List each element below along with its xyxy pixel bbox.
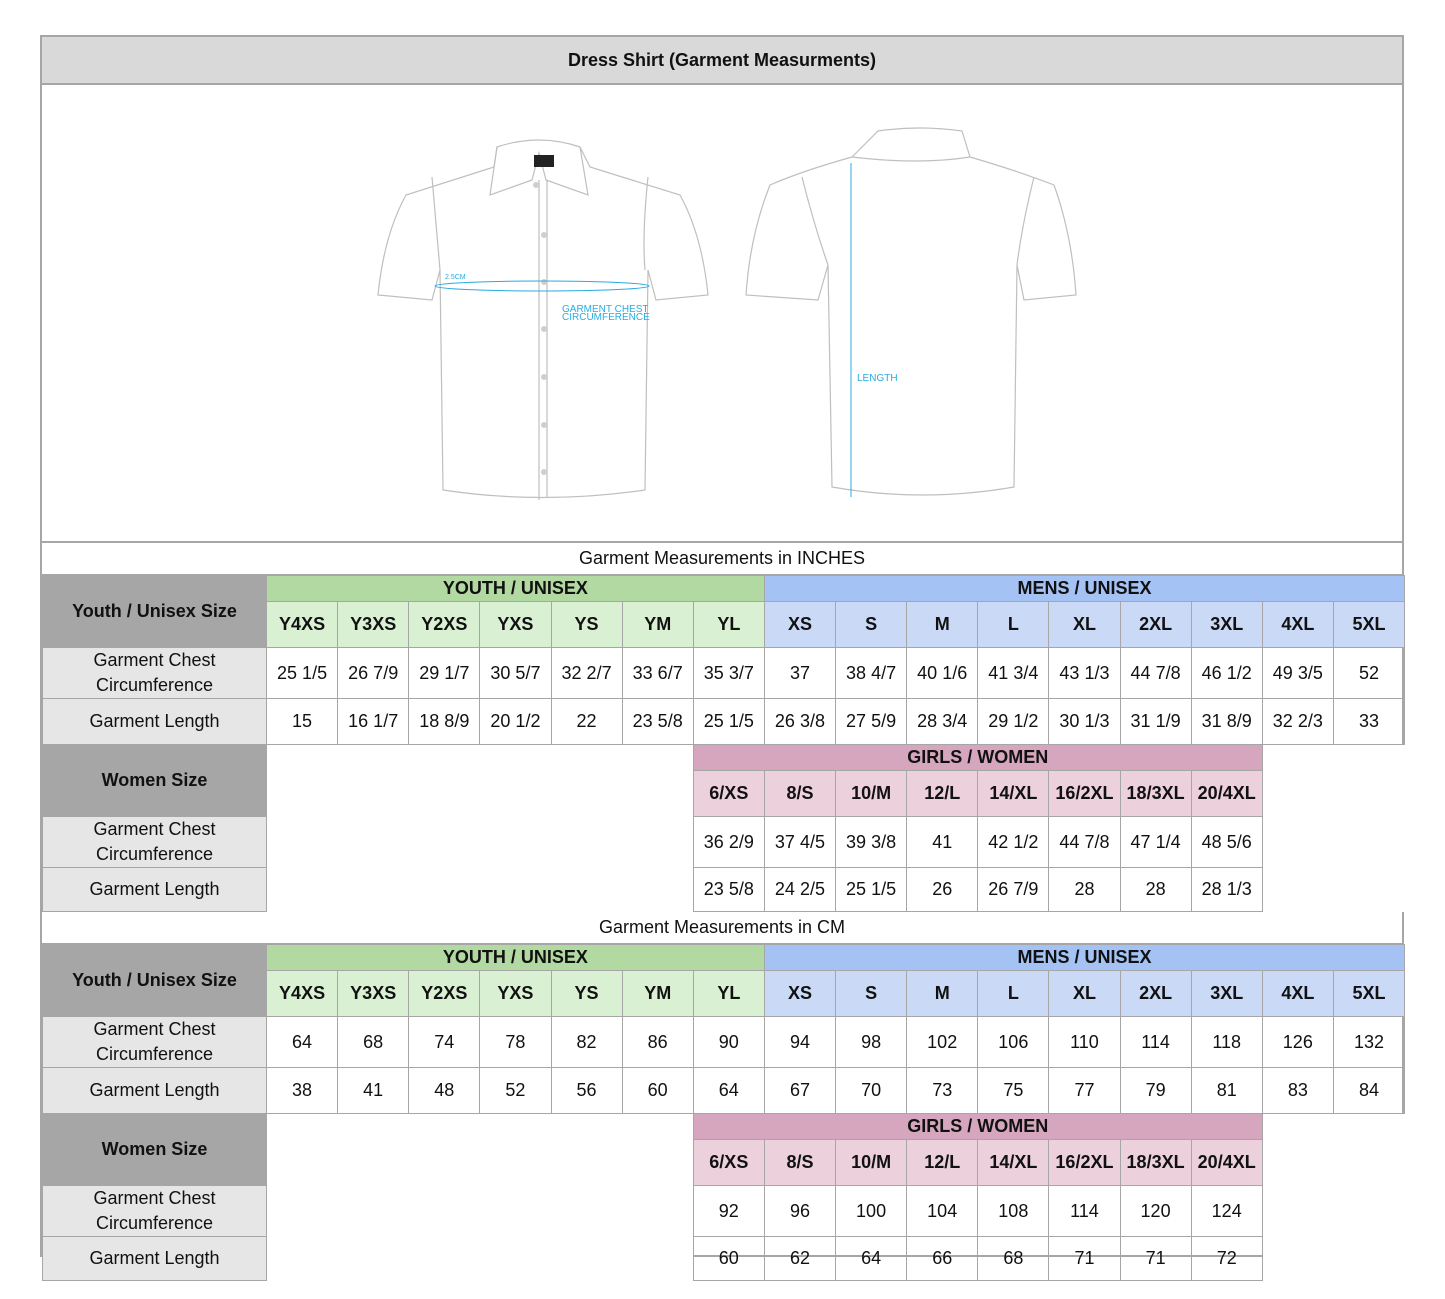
cm-section	[42, 912, 1402, 1281]
size-header-cell: L	[978, 971, 1049, 1017]
size-header-cell: XS	[764, 971, 835, 1017]
chest-value-cell: 106	[978, 1017, 1049, 1068]
women-chest-value-cell: 48 5/6	[1191, 817, 1262, 868]
youth-group-header: YOUTH / UNISEX	[267, 945, 765, 971]
length-value-cell: 29 1/2	[978, 699, 1049, 745]
women-length-value-cell: 28	[1049, 868, 1120, 912]
chest-value-cell: 37	[764, 648, 835, 699]
chest-value-cell: 41 3/4	[978, 648, 1049, 699]
length-value-cell: 25 1/5	[693, 699, 764, 745]
chest-value-cell: 25 1/5	[267, 648, 338, 699]
size-header-cell: Y4XS	[267, 971, 338, 1017]
length-value-cell: 18 8/9	[409, 699, 480, 745]
back-shirt-icon	[746, 128, 1076, 495]
size-header-cell: 3XL	[1191, 971, 1262, 1017]
mens-group-header: MENS / UNISEX	[764, 945, 1404, 971]
women-length-value-cell: 68	[978, 1237, 1049, 1281]
women-size-header-cell: 18/3XL	[1120, 771, 1191, 817]
chest-value-cell: 33 6/7	[622, 648, 693, 699]
women-length-row-label: Garment Length	[43, 868, 267, 912]
women-size-header-cell: 16/2XL	[1049, 1140, 1120, 1186]
women-size-header-cell: 6/XS	[693, 1140, 764, 1186]
women-chest-value-cell: 47 1/4	[1120, 817, 1191, 868]
women-length-value-cell: 24 2/5	[764, 868, 835, 912]
women-length-value-cell: 28	[1120, 868, 1191, 912]
chest-value-cell: 68	[338, 1017, 409, 1068]
women-size-label: Women Size	[43, 745, 267, 817]
chest-value-cell: 44 7/8	[1120, 648, 1191, 699]
page-title: Dress Shirt (Garment Measurments)	[42, 37, 1402, 85]
size-header-cell: 2XL	[1120, 602, 1191, 648]
blank-area	[267, 745, 694, 912]
logo-tag-icon	[534, 155, 554, 167]
chest-value-cell: 46 1/2	[1191, 648, 1262, 699]
length-value-cell: 75	[978, 1068, 1049, 1114]
women-chest-value-cell: 108	[978, 1186, 1049, 1237]
size-header-cell: 5XL	[1333, 602, 1404, 648]
mens-group-header: MENS / UNISEX	[764, 576, 1404, 602]
women-chest-value-cell: 96	[764, 1186, 835, 1237]
size-header-cell: YM	[622, 602, 693, 648]
size-header-cell: 4XL	[1262, 971, 1333, 1017]
label-length: LENGTH	[857, 373, 898, 384]
women-chest-row-label: Garment Chest Circumference	[43, 817, 267, 868]
length-value-cell: 27 5/9	[836, 699, 907, 745]
size-header-cell: S	[836, 602, 907, 648]
length-value-cell: 26 3/8	[764, 699, 835, 745]
front-shirt-icon	[378, 140, 708, 500]
size-header-cell: Y3XS	[338, 602, 409, 648]
shirt-buttons-icon	[533, 182, 547, 475]
size-header-cell: YM	[622, 971, 693, 1017]
size-header-cell: 5XL	[1333, 971, 1404, 1017]
women-length-value-cell: 28 1/3	[1191, 868, 1262, 912]
women-length-value-cell: 62	[764, 1237, 835, 1281]
women-size-header-cell: 14/XL	[978, 771, 1049, 817]
size-header-cell: YS	[551, 602, 622, 648]
women-chest-value-cell: 124	[1191, 1186, 1262, 1237]
women-chest-value-cell: 114	[1049, 1186, 1120, 1237]
blank-area	[1262, 745, 1404, 912]
size-header-cell: XL	[1049, 602, 1120, 648]
chest-value-cell: 30 5/7	[480, 648, 551, 699]
women-size-header-cell: 6/XS	[693, 771, 764, 817]
length-value-cell: 64	[693, 1068, 764, 1114]
women-size-header-cell: 12/L	[907, 1140, 978, 1186]
length-value-cell: 52	[480, 1068, 551, 1114]
length-value-cell: 48	[409, 1068, 480, 1114]
size-header-cell: Y3XS	[338, 971, 409, 1017]
size-header-cell: M	[907, 971, 978, 1017]
women-chest-value-cell: 92	[693, 1186, 764, 1237]
women-size-header-cell: 10/M	[836, 771, 907, 817]
chest-value-cell: 26 7/9	[338, 648, 409, 699]
label-chest-1: GARMENT CHEST	[562, 304, 649, 315]
length-value-cell: 16 1/7	[338, 699, 409, 745]
women-size-header-cell: 8/S	[764, 1140, 835, 1186]
chest-value-cell: 29 1/7	[409, 648, 480, 699]
unit-title: Garment Measurements in INCHES	[42, 543, 1402, 575]
blank-area	[1262, 1114, 1404, 1281]
length-value-cell: 33	[1333, 699, 1404, 745]
women-size-header-cell: 20/4XL	[1191, 771, 1262, 817]
length-value-cell: 70	[836, 1068, 907, 1114]
women-chest-value-cell: 37 4/5	[764, 817, 835, 868]
size-header-cell: YL	[693, 602, 764, 648]
length-value-cell: 77	[1049, 1068, 1120, 1114]
size-header-cell: Y4XS	[267, 602, 338, 648]
length-value-cell: 31 8/9	[1191, 699, 1262, 745]
youth-size-label: Youth / Unisex Size	[43, 576, 267, 648]
women-size-header-cell: 14/XL	[978, 1140, 1049, 1186]
chest-value-cell: 35 3/7	[693, 648, 764, 699]
girls-group-header: GIRLS / WOMEN	[693, 745, 1262, 771]
chest-value-cell: 43 1/3	[1049, 648, 1120, 699]
women-size-header-cell: 16/2XL	[1049, 771, 1120, 817]
length-value-cell: 83	[1262, 1068, 1333, 1114]
size-header-cell: 2XL	[1120, 971, 1191, 1017]
women-length-value-cell: 64	[836, 1237, 907, 1281]
women-chest-value-cell: 120	[1120, 1186, 1191, 1237]
women-length-value-cell: 71	[1120, 1237, 1191, 1281]
chest-value-cell: 94	[764, 1017, 835, 1068]
women-length-value-cell: 26 7/9	[978, 868, 1049, 912]
length-value-cell: 84	[1333, 1068, 1404, 1114]
women-chest-row-label: Garment Chest Circumference	[43, 1186, 267, 1237]
chest-value-cell: 98	[836, 1017, 907, 1068]
women-length-row-label: Garment Length	[43, 1237, 267, 1281]
size-header-cell: 4XL	[1262, 602, 1333, 648]
chest-value-cell: 49 3/5	[1262, 648, 1333, 699]
women-size-header-cell: 12/L	[907, 771, 978, 817]
women-length-value-cell: 71	[1049, 1237, 1120, 1281]
label-chest-2: CIRCUMFERENCE	[562, 312, 650, 323]
length-value-cell: 31 1/9	[1120, 699, 1191, 745]
youth-group-header: YOUTH / UNISEX	[267, 576, 765, 602]
size-header-cell: YXS	[480, 602, 551, 648]
chest-value-cell: 114	[1120, 1017, 1191, 1068]
women-length-value-cell: 26	[907, 868, 978, 912]
chest-value-cell: 52	[1333, 648, 1404, 699]
women-size-header-cell: 10/M	[836, 1140, 907, 1186]
length-row-label: Garment Length	[43, 1068, 267, 1114]
chest-value-cell: 86	[622, 1017, 693, 1068]
chest-value-cell: 32 2/7	[551, 648, 622, 699]
women-size-header-cell: 18/3XL	[1120, 1140, 1191, 1186]
women-size-header-cell: 8/S	[764, 771, 835, 817]
size-header-cell: YS	[551, 971, 622, 1017]
women-chest-value-cell: 39 3/8	[836, 817, 907, 868]
youth-size-label: Youth / Unisex Size	[43, 945, 267, 1017]
women-length-value-cell: 23 5/8	[693, 868, 764, 912]
size-header-cell: Y2XS	[409, 971, 480, 1017]
shirt-illustration	[42, 85, 1402, 543]
women-chest-value-cell: 44 7/8	[1049, 817, 1120, 868]
women-length-value-cell: 72	[1191, 1237, 1262, 1281]
length-value-cell: 32 2/3	[1262, 699, 1333, 745]
size-header-cell: 3XL	[1191, 602, 1262, 648]
chest-value-cell: 78	[480, 1017, 551, 1068]
chest-row-label: Garment Chest Circumference	[43, 1017, 267, 1068]
label-25cm: 2.5CM	[445, 274, 466, 281]
shirt-drawing	[42, 85, 1402, 541]
women-chest-value-cell: 100	[836, 1186, 907, 1237]
women-length-value-cell: 25 1/5	[836, 868, 907, 912]
chest-value-cell: 38 4/7	[836, 648, 907, 699]
chest-value-cell: 132	[1333, 1017, 1404, 1068]
length-value-cell: 23 5/8	[622, 699, 693, 745]
size-header-cell: Y2XS	[409, 602, 480, 648]
measurement-table	[42, 575, 1405, 912]
length-value-cell: 28 3/4	[907, 699, 978, 745]
size-header-cell: XL	[1049, 971, 1120, 1017]
length-value-cell: 30 1/3	[1049, 699, 1120, 745]
length-value-cell: 81	[1191, 1068, 1262, 1114]
length-value-cell: 20 1/2	[480, 699, 551, 745]
length-value-cell: 73	[907, 1068, 978, 1114]
size-chart-sheet	[40, 35, 1404, 1268]
size-header-cell: M	[907, 602, 978, 648]
chest-value-cell: 64	[267, 1017, 338, 1068]
size-header-cell: YXS	[480, 971, 551, 1017]
blank-area	[267, 1114, 694, 1281]
length-value-cell: 38	[267, 1068, 338, 1114]
length-value-cell: 41	[338, 1068, 409, 1114]
unit-title: Garment Measurements in CM	[42, 912, 1402, 944]
size-header-cell: XS	[764, 602, 835, 648]
women-chest-value-cell: 104	[907, 1186, 978, 1237]
women-chest-value-cell: 36 2/9	[693, 817, 764, 868]
chest-value-cell: 126	[1262, 1017, 1333, 1068]
chest-value-cell: 82	[551, 1017, 622, 1068]
chest-value-cell: 74	[409, 1017, 480, 1068]
women-size-label: Women Size	[43, 1114, 267, 1186]
chest-value-cell: 110	[1049, 1017, 1120, 1068]
women-size-header-cell: 20/4XL	[1191, 1140, 1262, 1186]
size-header-cell: S	[836, 971, 907, 1017]
measurement-table	[42, 944, 1405, 1281]
women-length-value-cell: 66	[907, 1237, 978, 1281]
chest-value-cell: 102	[907, 1017, 978, 1068]
chest-value-cell: 90	[693, 1017, 764, 1068]
length-row-label: Garment Length	[43, 699, 267, 745]
chest-value-cell: 40 1/6	[907, 648, 978, 699]
size-header-cell: YL	[693, 971, 764, 1017]
length-value-cell: 56	[551, 1068, 622, 1114]
length-value-cell: 15	[267, 699, 338, 745]
women-chest-value-cell: 42 1/2	[978, 817, 1049, 868]
length-value-cell: 67	[764, 1068, 835, 1114]
size-header-cell: L	[978, 602, 1049, 648]
length-value-cell: 22	[551, 699, 622, 745]
length-value-cell: 79	[1120, 1068, 1191, 1114]
inches-section	[42, 543, 1402, 912]
chest-row-label: Garment Chest Circumference	[43, 648, 267, 699]
women-length-value-cell: 60	[693, 1237, 764, 1281]
length-value-cell: 60	[622, 1068, 693, 1114]
women-chest-value-cell: 41	[907, 817, 978, 868]
chest-value-cell: 118	[1191, 1017, 1262, 1068]
girls-group-header: GIRLS / WOMEN	[693, 1114, 1262, 1140]
